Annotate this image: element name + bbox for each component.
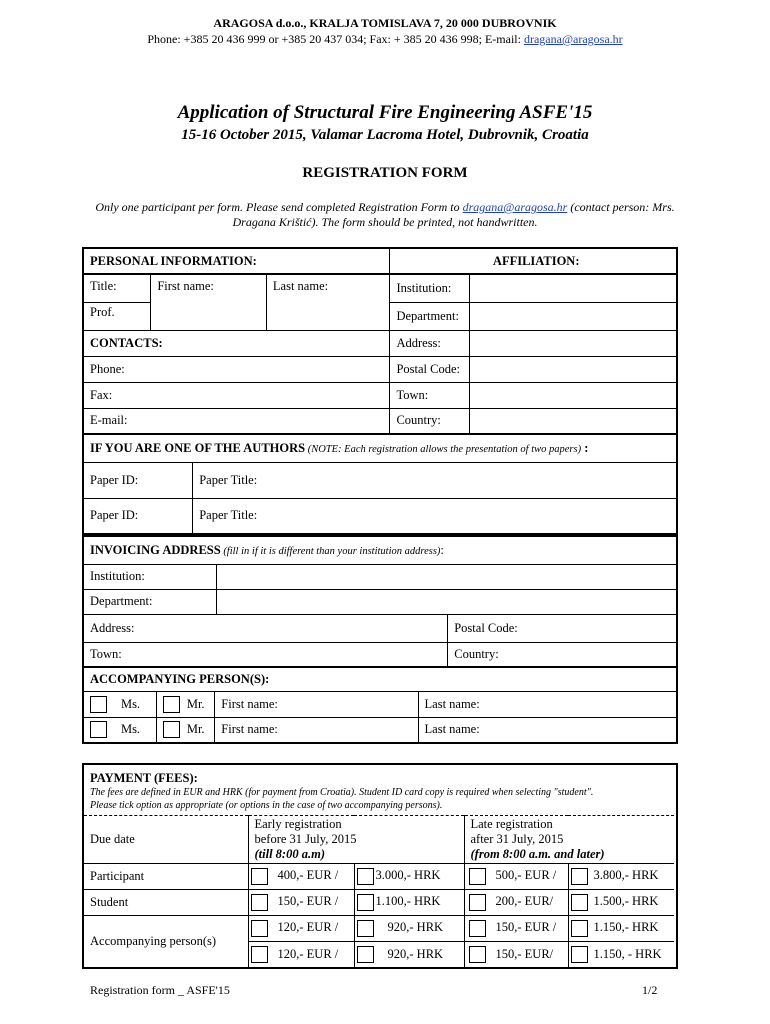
student-late-eur-value: 200,- EUR/: [495, 894, 554, 909]
early-registration-header: [248, 816, 464, 864]
authors-table: [82, 433, 678, 535]
acc2-early-eur-value: 120,- EUR /: [277, 946, 339, 961]
participant-early-eur-value: 400,- EUR /: [277, 868, 339, 883]
student-late-eur-checkbox[interactable]: [469, 894, 486, 911]
invoicing-heading-cell: [83, 536, 677, 564]
postal-code-field[interactable]: [470, 356, 677, 382]
department-label: Department:: [390, 302, 470, 330]
mr-checkbox-cell-1: [157, 691, 187, 717]
participant-late-hrk: [568, 864, 674, 890]
payment-note-1: The fees are defined in EUR and HRK (for payment from Croatia). Student ID card copy is required when selecting "student".: [90, 787, 594, 798]
acc1-early-eur-value: 120,- EUR /: [277, 920, 339, 935]
invoice-address-field[interactable]: Address:: [83, 614, 448, 642]
participant-early-hrk-checkbox[interactable]: [357, 868, 374, 885]
fax-field[interactable]: Fax:: [83, 382, 390, 408]
acc-first-name-1[interactable]: First name:: [215, 691, 418, 717]
invoice-institution-label: Institution:: [83, 564, 217, 589]
paper-title-1[interactable]: Paper Title:: [193, 462, 677, 498]
early-line-2: before 31 July, 2015: [254, 832, 357, 846]
personal-info-heading: PERSONAL INFORMATION:: [83, 248, 390, 274]
accompanying-heading: ACCOMPANYING PERSON(S):: [83, 667, 677, 691]
due-date-label: Due date: [84, 816, 248, 864]
acc2-late-hrk-value: 1.150, - HRK: [593, 946, 662, 961]
fee-row-label-participant: Participant: [84, 864, 248, 890]
acc2-late-hrk: [568, 942, 674, 968]
student-late-hrk-checkbox[interactable]: [571, 894, 588, 911]
student-early-hrk: [354, 890, 464, 916]
intro-email-link[interactable]: dragana@aragosa.hr: [462, 200, 568, 214]
participant-late-hrk-checkbox[interactable]: [571, 868, 588, 885]
payment-note-2: Please tick option as appropriate (or options in the case of two accompanying persons).: [90, 800, 443, 811]
student-early-hrk-checkbox[interactable]: [357, 894, 374, 911]
participant-late-eur-value: 500,- EUR /: [495, 868, 557, 883]
title-label: Title:: [83, 274, 151, 302]
participant-early-hrk: [354, 864, 464, 890]
invoice-institution-field[interactable]: [217, 564, 677, 589]
invoicing-heading: INVOICING ADDRESS: [90, 542, 221, 557]
accompanying-table: [82, 666, 678, 744]
phone-field[interactable]: Phone:: [83, 356, 390, 382]
title-value[interactable]: Prof.: [83, 302, 151, 330]
paper-id-1[interactable]: Paper ID:: [83, 462, 193, 498]
invoice-department-label: Department:: [83, 589, 217, 614]
footer-page-number: 1/2: [642, 983, 658, 997]
mr-label-2: Mr.: [187, 717, 215, 743]
intro-part2: (contact person: Mrs. Dragana Krištić). The form should be printed, not handwritten.: [232, 200, 675, 229]
early-line-3: (till 8:00 a.m): [254, 847, 325, 861]
late-line-3: (from 8:00 a.m. and later): [470, 847, 605, 861]
paper-title-2[interactable]: Paper Title:: [193, 498, 677, 534]
affiliation-heading: AFFILIATION:: [390, 248, 677, 274]
form-title: REGISTRATION FORM: [302, 165, 468, 181]
participant-late-eur: [464, 864, 568, 890]
company-line: ARAGOSA d.o.o., KRALJA TOMISLAVA 7, 20 000 DUBROVNIK: [213, 16, 557, 30]
town-field[interactable]: [470, 382, 677, 408]
acc2-early-eur-checkbox[interactable]: [251, 946, 268, 963]
last-name-field[interactable]: Last name:: [266, 274, 390, 330]
acc1-late-eur-checkbox[interactable]: [469, 920, 486, 937]
invoicing-colon: :: [440, 542, 444, 557]
authors-heading: IF YOU ARE ONE OF THE AUTHORS: [90, 440, 306, 455]
country-field[interactable]: [470, 408, 677, 434]
acc2-early-hrk: [354, 942, 464, 968]
contacts-heading: CONTACTS:: [83, 330, 390, 356]
student-late-hrk: [568, 890, 674, 916]
personal-table: [82, 247, 678, 435]
acc-first-name-2[interactable]: First name:: [215, 717, 418, 743]
acc1-early-hrk-checkbox[interactable]: [357, 920, 374, 937]
fees-table: [84, 815, 674, 968]
invoice-department-field[interactable]: [217, 589, 677, 614]
authors-note: (NOTE: Each registration allows the presentation of two papers): [305, 443, 582, 455]
participant-early-hrk-value: 3.000,- HRK: [375, 868, 441, 883]
first-name-field[interactable]: First name:: [151, 274, 267, 330]
mr-checkbox-cell-2: [157, 717, 187, 743]
fee-row-label-student: Student: [84, 890, 248, 916]
acc2-late-eur-checkbox[interactable]: [469, 946, 486, 963]
student-early-eur-value: 150,- EUR /: [277, 894, 339, 909]
participant-early-eur: [248, 864, 354, 890]
ms-label-1: Ms.: [115, 691, 157, 717]
acc1-late-eur: [464, 916, 568, 942]
postal-code-label: Postal Code:: [390, 356, 470, 382]
late-line-2: after 31 July, 2015: [470, 832, 564, 846]
late-line-1: Late registration: [470, 817, 553, 831]
participant-late-eur-checkbox[interactable]: [469, 868, 486, 885]
participant-early-eur-checkbox[interactable]: [251, 868, 268, 885]
acc2-late-eur: [464, 942, 568, 968]
acc1-early-eur: [248, 916, 354, 942]
acc2-late-hrk-checkbox[interactable]: [571, 946, 588, 963]
early-line-1: Early registration: [254, 817, 342, 831]
paper-id-2[interactable]: Paper ID:: [83, 498, 193, 534]
invoice-postal-code-field[interactable]: Postal Code:: [448, 614, 677, 642]
acc1-early-hrk: [354, 916, 464, 942]
conference-title: Application of Structural Fire Engineering ASFE'15: [177, 102, 593, 123]
invoice-town-field[interactable]: Town:: [83, 642, 448, 667]
conference-subtitle: 15-16 October 2015, Valamar Lacroma Hotel, Dubrovnik, Croatia: [181, 127, 589, 143]
ms-checkbox-2[interactable]: [90, 721, 107, 738]
acc2-early-eur: [248, 942, 354, 968]
late-registration-header: [464, 816, 674, 864]
town-label: Town:: [390, 382, 470, 408]
acc2-early-hrk-checkbox[interactable]: [357, 946, 374, 963]
student-early-eur: [248, 890, 354, 916]
participant-late-hrk-value: 3.800,- HRK: [593, 868, 659, 883]
student-early-eur-checkbox[interactable]: [251, 894, 268, 911]
address-label: Address:: [390, 330, 470, 356]
contact-text: Phone: +385 20 436 999 or +385 20 437 034; Fax: + 385 20 436 998; E-mail:: [147, 32, 524, 46]
authors-heading-cell: [83, 434, 677, 462]
mr-checkbox-1[interactable]: [163, 696, 180, 713]
contact-line: [0, 32, 770, 47]
address-field[interactable]: [470, 330, 677, 356]
payment-heading: PAYMENT (FEES):: [90, 771, 198, 785]
invoicing-note: (fill in if it is different than your institution address): [220, 545, 441, 557]
acc1-late-eur-value: 150,- EUR /: [495, 920, 557, 935]
acc1-late-hrk-value: 1.150,- HRK: [593, 920, 659, 935]
intro-part1: Only one participant per form. Please send completed Registration Form to: [95, 200, 463, 214]
ms-checkbox-cell-1: [83, 691, 115, 717]
acc1-early-hrk-value: 920,- HRK: [387, 920, 444, 935]
acc1-late-hrk: [568, 916, 674, 942]
email-field[interactable]: E-mail:: [83, 408, 390, 434]
acc2-late-eur-value: 150,- EUR/: [495, 946, 554, 961]
student-late-hrk-value: 1.500,- HRK: [593, 894, 659, 909]
acc1-early-eur-checkbox[interactable]: [251, 920, 268, 937]
student-late-eur: [464, 890, 568, 916]
acc-last-name-1[interactable]: Last name:: [418, 691, 677, 717]
country-label: Country:: [390, 408, 470, 434]
fee-row-label-accompanying: Accompanying person(s): [84, 916, 248, 968]
student-early-hrk-value: 1.100,- HRK: [375, 894, 441, 909]
department-field[interactable]: [470, 302, 677, 330]
ms-label-2: Ms.: [115, 717, 157, 743]
ms-checkbox-1[interactable]: [90, 696, 107, 713]
authors-colon: :: [581, 440, 589, 455]
acc-last-name-2[interactable]: Last name:: [418, 717, 677, 743]
acc1-late-hrk-checkbox[interactable]: [571, 920, 588, 937]
invoice-country-field[interactable]: Country:: [448, 642, 677, 667]
invoicing-table: [82, 535, 678, 668]
intro-text: [82, 200, 688, 230]
mr-label-1: Mr.: [187, 691, 215, 717]
mr-checkbox-2[interactable]: [163, 721, 180, 738]
footer-form-name: Registration form _ ASFE'15: [90, 983, 230, 997]
header-email-link[interactable]: dragana@aragosa.hr: [523, 32, 623, 46]
acc2-early-hrk-value: 920,- HRK: [387, 946, 444, 961]
ms-checkbox-cell-2: [83, 717, 115, 743]
institution-field[interactable]: [470, 274, 677, 302]
institution-label: Institution:: [390, 274, 470, 302]
